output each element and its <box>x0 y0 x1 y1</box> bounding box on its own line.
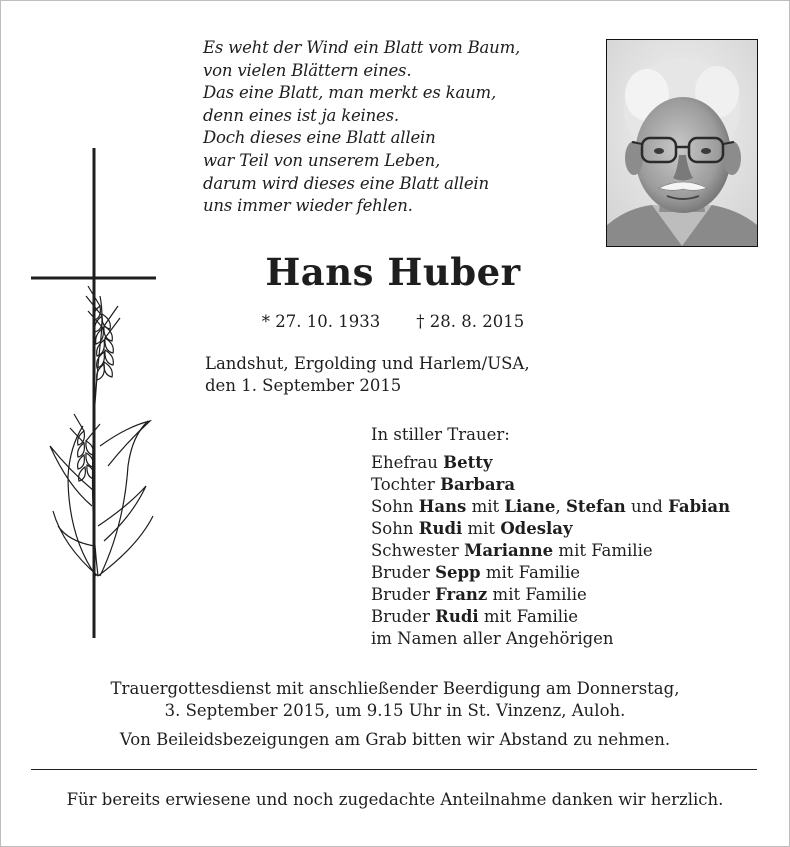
portrait-image <box>607 40 757 246</box>
mourner-relation: mit Familie <box>480 563 581 582</box>
mourner-relation: mit Familie <box>553 541 653 560</box>
mourner-line <box>371 628 771 650</box>
mourner-line <box>371 496 771 518</box>
poem <box>203 37 583 218</box>
mourner-name: Hans <box>418 497 467 516</box>
service-info <box>10 678 780 722</box>
mourner-relation: mit Familie <box>487 585 587 604</box>
poem-line: Doch dieses eine Blatt allein <box>203 128 436 148</box>
life-dates <box>203 311 583 333</box>
birth-date: * 27. 10. 1933 <box>261 312 381 331</box>
poem-line: uns immer wieder fehlen. <box>203 196 413 216</box>
place-line: Landshut, Ergolding und Harlem/USA, <box>205 354 530 373</box>
date-line: den 1. September 2015 <box>205 376 402 395</box>
mourner-name: Stefan <box>565 497 626 516</box>
thanks-note: Für bereits erwiesene und noch zugedachte Anteilnahme danken wir herzlich. <box>66 790 724 809</box>
mourner-name: Barbara <box>440 475 516 494</box>
mourner-line <box>371 606 771 628</box>
mourner-relation: mit Familie <box>478 607 579 626</box>
poem-line: Das eine Blatt, man merkt es kaum, <box>203 83 497 103</box>
mourner-name: Betty <box>443 453 493 472</box>
service-line: Trauergottesdienst mit anschließender Beerdigung am Donnerstag, <box>110 679 680 698</box>
service-line: 3. September 2015, um 9.15 Uhr in St. Vinzenz, Auloh. <box>164 701 626 720</box>
mourner-name: Rudi <box>435 607 479 626</box>
poem-line: war Teil von unserem Leben, <box>203 150 441 170</box>
mourner-name: Liane <box>504 497 556 516</box>
mourner-relation: und <box>625 497 669 516</box>
portrait-photo <box>606 39 758 247</box>
deceased-name: Hans Huber <box>265 250 521 294</box>
death-date: † 28. 8. 2015 <box>416 312 525 331</box>
cross-with-wheat-icon <box>28 146 158 646</box>
mourner-relation: im Namen aller Angehörigen <box>371 629 614 648</box>
mourner-line <box>371 540 771 562</box>
mourners-list <box>371 452 771 650</box>
mourner-name: Sepp <box>435 563 481 582</box>
mourner-name: Franz <box>435 585 488 604</box>
mourner-relation: Ehefrau <box>371 453 444 472</box>
poem-line: darum wird dieses eine Blatt allein <box>203 173 489 193</box>
place-and-date <box>205 353 605 397</box>
divider <box>31 769 757 770</box>
mourning-heading: In stiller Trauer: <box>371 425 510 444</box>
mourner-line <box>371 474 771 496</box>
mourner-relation: mit <box>462 519 501 538</box>
mourner-name: Fabian <box>668 497 731 516</box>
mourner-relation: Bruder <box>371 563 436 582</box>
poem-line: denn eines ist ja keines. <box>203 105 399 125</box>
mourner-name: Marianne <box>464 541 554 560</box>
mourner-relation: Bruder <box>371 607 436 626</box>
mourner-line <box>371 452 771 474</box>
poem-line: Es weht der Wind ein Blatt vom Baum, <box>203 38 521 57</box>
mourner-line <box>371 518 771 540</box>
mourner-line <box>371 584 771 606</box>
mourner-relation: mit <box>466 497 505 516</box>
mourner-relation: Bruder <box>371 585 436 604</box>
mourner-line <box>371 562 771 584</box>
poem-line: von vielen Blättern eines. <box>203 60 412 80</box>
mourner-relation: , <box>555 497 566 516</box>
condolence-note: Von Beileidsbezeigungen am Grab bitten wir Abstand zu nehmen. <box>119 730 671 749</box>
mourner-relation: Schwester <box>371 541 465 560</box>
mourner-name: Rudi <box>418 519 463 538</box>
mourner-relation: Tochter <box>371 475 441 494</box>
mourner-name: Odeslay <box>500 519 573 538</box>
mourner-relation: Sohn <box>371 519 419 538</box>
mourner-relation: Sohn <box>371 497 419 516</box>
